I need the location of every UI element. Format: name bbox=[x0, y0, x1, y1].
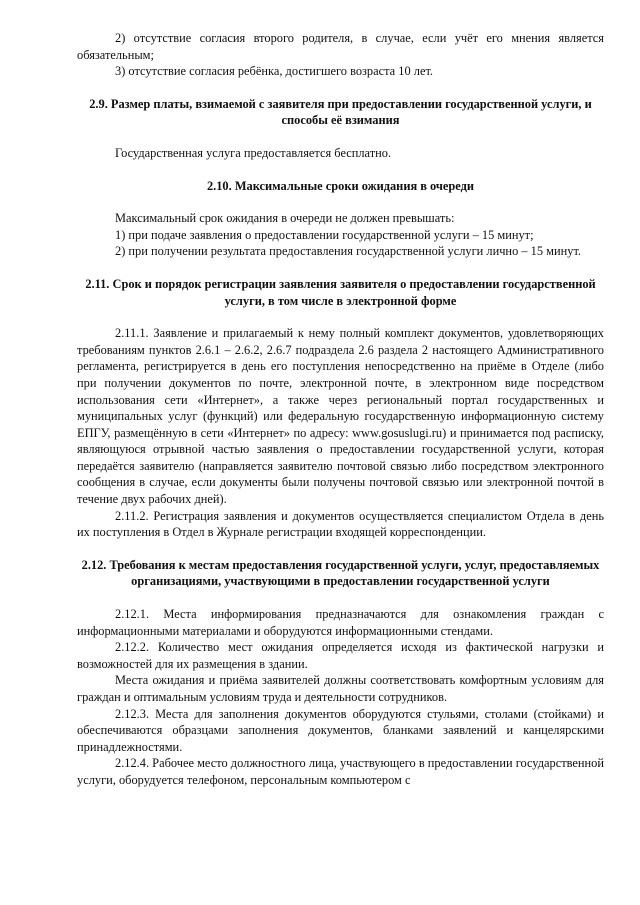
heading-2-12: 2.12. Требования к местам предоставления государственной услуги, услуг, предоставляемых организациями, участвующими в предоставлении государственной услуги bbox=[81, 557, 600, 589]
paragraph-2-12-4: 2.12.4. Рабочее место должностного лица, участвующего в предоставлении государственной услуги, оборудуется телефоном, персональным компьютером с bbox=[77, 756, 604, 787]
paragraph-waiting-places: Места ожидания и приёма заявителей должны соответствовать комфортным условиям для граждан и оптимальным условиям труда и деятельности сотрудников. bbox=[77, 673, 604, 704]
paragraph-max-wait: Максимальный срок ожидания в очереди не должен превышать: bbox=[115, 211, 455, 226]
paragraph-reason-3: 3) отсутствие согласия ребёнка, достигшего возраста 10 лет. bbox=[115, 64, 434, 79]
paragraph-reason-2: 2) отсутствие согласия второго родителя, в случае, если учёт его мнения является обязательным; bbox=[77, 31, 604, 62]
paragraph-2-11-2: 2.11.2. Регистрация заявления и документов осуществляется специалистом Отдела в день их поступления в Отдел в Журнале регистрации входящей корреспонденции. bbox=[77, 508, 604, 540]
paragraph-free-service: Государственная услуга предоставляется бесплатно. bbox=[115, 145, 392, 160]
paragraph-2-12-2: 2.12.2. Количество мест ожидания определяется исходя из фактической нагрузки и возможностей для их размещения в здании. bbox=[77, 640, 604, 671]
document-page bbox=[77, 30, 604, 789]
heading-2-11: 2.11. Срок и порядок регистрации заявления заявителя о предоставлении государственной услуги, в том числе в электронной форме bbox=[85, 276, 596, 308]
paragraph-wait-result: 2) при получении результата предоставления государственной услуги лично – 15 минут. bbox=[115, 244, 582, 259]
paragraph-2-11-1: 2.11.1. Заявление и прилагаемый к нему полный комплект документов, удовлетворяющих требованиям пунктов 2.6.1 – 2.6.2, 2.6.7 подраздела 2.6 раздела 2 настоящего Административного регламента, регистрируется в день его поступления непосредственно на приёме в Отделе (либо при получении документов по почте, электронной почте, в электронном виде посредством использования сети «Интернет», а также через региональный портал государственных и муниципальных услуг (функций) или федеральную государственную информационную систему ЕПГУ, размещённую в сети «Интернет» по адресу: www.gosuslugi.ru) и принимается под расписку, являющуюся отрывной частью заявления о предоставлении государственной услуги, которая передаётся заявителю (направляется заявителю почтовой связью либо посредством электронного сообщения в случае, если документы были получены почтовой связью или электронной почтой в течение двух рабочих дней). bbox=[77, 326, 604, 507]
paragraph-2-12-1: 2.12.1. Места информирования предназначаются для ознакомления граждан с информационными материалами и оборудуются информационными стендами. bbox=[77, 607, 604, 638]
paragraph-wait-submit: 1) при подаче заявления о предоставлении государственной услуги – 15 минут; bbox=[115, 227, 534, 242]
paragraph-2-12-3: 2.12.3. Места для заполнения документов оборудуются стульями, столами (стойками) и обеспечиваются образцами заполнения документов, бланками заявлений и канцелярскими принадлежностями. bbox=[77, 706, 604, 754]
heading-2-10: 2.10. Максимальные сроки ожидания в очереди bbox=[206, 178, 475, 193]
heading-2-9: 2.9. Размер платы, взимаемой с заявителя при предоставлении государственной услуги, и способы её взимания bbox=[89, 96, 592, 128]
